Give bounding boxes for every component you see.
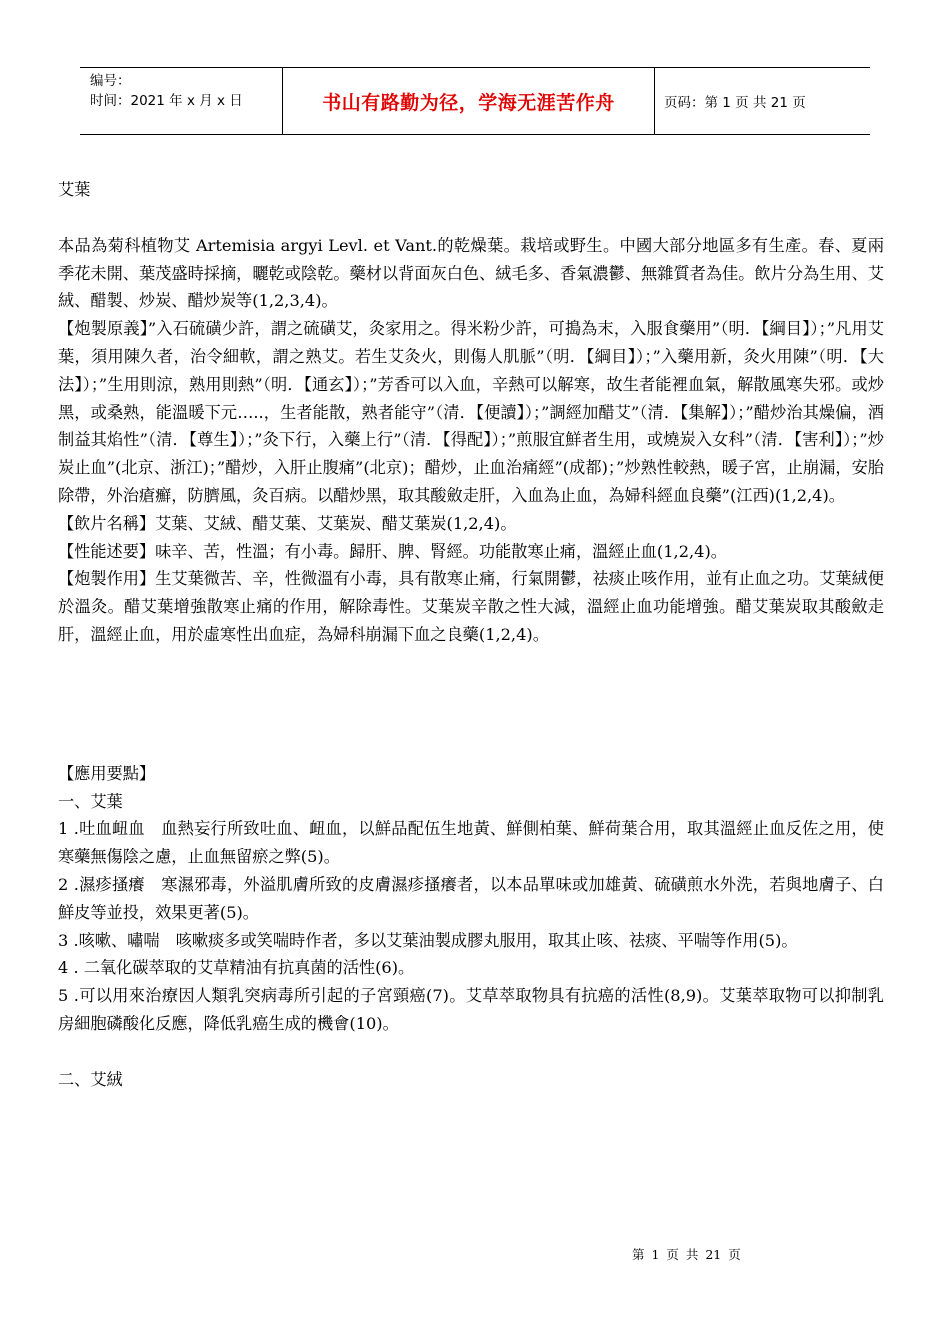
list-item: 4 . 二氧化碳萃取的艾草精油有抗真菌的活性(6)。 (58, 958, 415, 978)
time-label: 时间：2021 年 x 月 x 日 (90, 93, 243, 109)
page-footer: 第 1 页 共 21 页 (632, 1247, 741, 1262)
names-paragraph: 【飲片名稱】艾葉、艾絨、醋艾葉、艾葉炭、醋艾葉炭(1,2,4)。 (58, 513, 517, 533)
list-item: 2 .濕疹搔癢 寒濕邪毒，外溢肌膚所致的皮膚濕疹搔癢者，以本品單味或加雄黃、硫磺煎水外洗，若與地膚子、白鮮皮等並投，效果更著(5)。 (58, 874, 884, 922)
doc-title: 艾葉 (58, 180, 91, 199)
list-item: 3 .咳嗽、嘯喘 咳嗽痰多或笑喘時作者，多以艾葉油製成膠丸服用，取其止咳、祛痰、平喘等作用(5)。 (58, 930, 798, 950)
principle-paragraph: 【炮製原義】”入石硫磺少許，謂之硫磺艾，灸家用之。得米粉少許，可搗為末，入服食藥用”（明．【綱目】）；”凡用艾葉，須用陳久者，治令細軟，謂之熟艾。若生艾灸火，則傷人肌脈”（明．【綱目】）；”入藥用新，灸火用陳”（明．【大法】）；”生用則涼，熟用則熱”（明．【通玄】）；”芳香可以入血，辛熱可以解寒，故生者能裡血氣，解散風寒失邪。或炒黑，或桑熟，能溫暖下元…..，生者能散，熟者能守”（清．【便讀】）；”調經加醋艾”（清．【集解】）；”醋炒治其燥偏，酒制益其焰性”（清．【尊生】）；”灸下行，入藥上行”（清．【得配】）；”煎服宜鮮者生用，或燒炭入女科”（清．【害利】）；”炒炭止血”(北京、浙江)；”醋炒，入肝止腹痛”(北京)；醋炒，止血治痛經”(成都)；”炒熟性較熱，暖子宮，止崩漏，安胎除帶，外治瘡癬，防臍風，灸百病。以醋炒黑，取其酸斂走肝，入血為止血，為婦科經血良藥”(江西)(1,2,4)。 (58, 319, 884, 505)
effect-paragraph: 【炮製作用】生艾葉微苦、辛，性微溫有小毒，具有散寒止痛，行氣開鬱，祛痰止咳作用，並有止血之功。艾葉絨便於溫灸。醋艾葉增強散寒止痛的作用，解除毒性。艾葉炭辛散之性大減，溫經止血功能增強。醋艾葉炭取其酸斂走肝，溫經止血，用於虛寒性出血症，為婦科崩漏下血之良藥(1,2,4)。 (58, 569, 884, 644)
section2-heading: 二、艾絨 (58, 1069, 123, 1089)
header-motto: 书山有路勤为径，学海无涯苦作舟 (282, 68, 655, 134)
nature-paragraph: 【性能述要】味辛、苦，性溫；有小毒。歸肝、脾、腎經。功能散寒止痛，溫經止血(1,2,4)。 (58, 541, 727, 561)
list-item: 1 .吐血衄血 血熱妄行所致吐血、衄血，以鮮品配伍生地黃、鮮側柏葉、鮮荷葉合用，取其溫經止血反佐之用，使寒藥無傷陰之慮，止血無留瘀之弊(5)。 (58, 819, 884, 867)
section1-heading: 一、艾葉 (58, 791, 123, 811)
application-heading: 【應用要點】 (58, 763, 156, 783)
serial-label: 编号： (90, 73, 131, 89)
header-page-info: 页码：第 1 页 共 21 页 (664, 95, 806, 111)
list-item: 5 .可以用來治療因人類乳突病毒所引起的子宮頸癌(7)。艾草萃取物具有抗癌的活性(8,9)。艾葉萃取物可以抑制乳房細胞磷酸化反應，降低乳癌生成的機會(10)。 (58, 986, 884, 1033)
intro-paragraph: 本品為菊科植物艾 Artemisia argyi Levl. et Vant.的乾燥葉。栽培或野生。中國大部分地區多有生產。春、夏兩季花未開、葉茂盛時採摘，曬乾或陰乾。藥材以背面灰白色、絨毛多、香氣濃鬱、無雜質者為佳。飲片分為生用、艾絨、醋製、炒炭、醋炒炭等(1,2,3,4)。 (58, 235, 884, 311)
document-body (58, 176, 884, 1094)
header-meta (80, 68, 282, 134)
page-header (80, 67, 870, 135)
